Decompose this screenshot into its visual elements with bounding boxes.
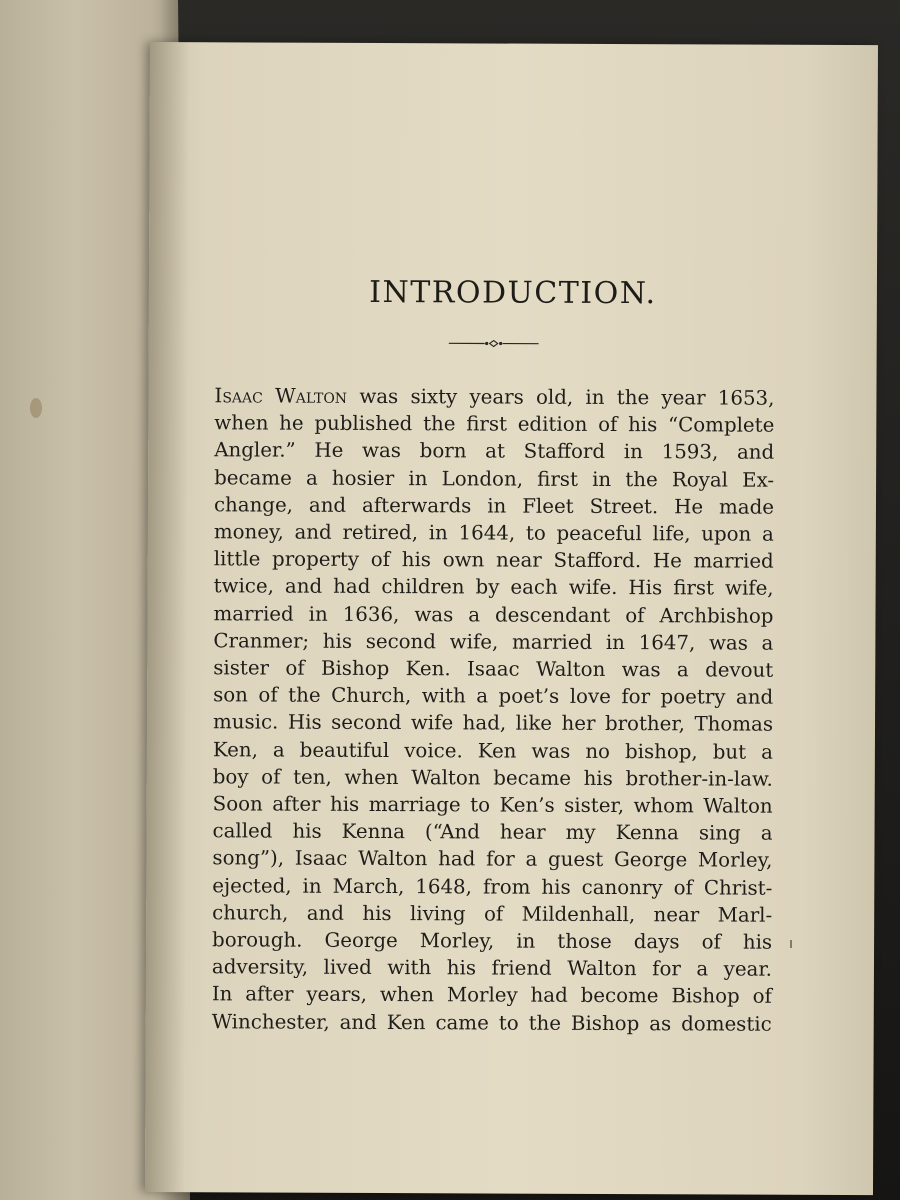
page-mark	[790, 940, 792, 948]
text-line: song”), Isaac Walton had for a guest George Morley,	[212, 846, 773, 873]
stain-mark	[30, 398, 42, 418]
text-line: Ken, a beautiful voice. Ken was no bishop, but a	[212, 737, 773, 764]
text-line: Winchester, and Ken came to the Bishop as domestic	[211, 1009, 772, 1036]
text-line: ejected, in March, 1648, from his canonry of Christ-	[212, 873, 773, 900]
page-gutter	[145, 42, 190, 1192]
text-line: sister of Bishop Ken. Isaac Walton was a devout	[213, 656, 774, 682]
text-line: change, and afterwards in Fleet Street. He made	[213, 493, 775, 519]
text-line: money, and retired, in 1644, to peaceful life, upon a	[213, 520, 774, 546]
text-line: Cranmer; his second wife, married in 1647, was a	[213, 629, 774, 655]
text-line: son of the Church, with a poet’s love for poetry and	[213, 683, 774, 709]
text-line: called his Kenna (“And hear my Kenna sing a	[212, 819, 773, 845]
page-title: INTRODUCTION.	[369, 274, 657, 312]
text-line: Angler.” He was born at Stafford in 1593, and	[214, 438, 775, 465]
text-line: borough. George Morley, in those days of his	[212, 928, 773, 954]
opening-smallcaps: Isaac Walton	[214, 383, 348, 408]
text-line: Isaac Walton was sixty years old, in the year 1653,	[214, 383, 775, 410]
divider-ornament-icon	[449, 337, 539, 349]
text-line: In after years, when Morley had become Bishop of	[211, 982, 772, 1009]
text-line: twice, and had children by each wife. His first wife,	[213, 574, 774, 601]
text-line: Soon after his marriage to Ken’s sister, whom Walton	[212, 792, 773, 818]
right-page	[145, 42, 878, 1195]
text-line: became a hosier in London, first in the Royal Ex-	[214, 465, 775, 492]
text-line: music. His second wife had, like her brother, Thomas	[212, 710, 774, 737]
text-line: boy of ten, when Walton became his brother-in-law.	[212, 765, 773, 791]
body-text	[212, 382, 775, 1037]
text-line: little property of his own near Stafford. He married	[213, 547, 774, 573]
text-line: adversity, lived with his friend Walton for a year.	[211, 955, 773, 981]
text-line: married in 1636, was a descendant of Archbishop	[213, 601, 774, 628]
text-line: when he published the first edition of his “Complete	[214, 411, 775, 437]
text-line: church, and his living of Mildenhall, near Marl-	[212, 901, 773, 927]
